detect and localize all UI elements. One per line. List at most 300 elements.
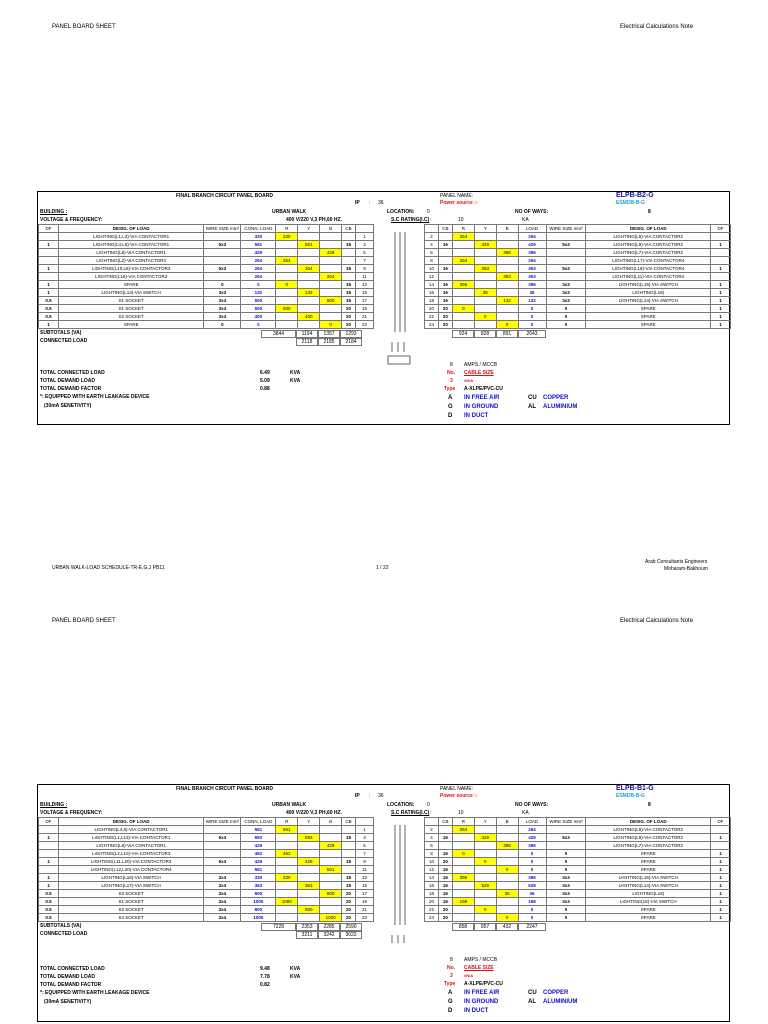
row-b: [320, 241, 342, 249]
row-circuit-number: 17: [356, 297, 374, 305]
row-load: 0: [518, 906, 546, 914]
legend-mm-2: #N/A: [464, 973, 474, 978]
legend-g: G: [448, 404, 453, 410]
row-wire: 3x4: [204, 305, 241, 313]
col-cb-2: CB: [342, 818, 356, 826]
row-df: 1: [39, 874, 59, 882]
row-desig: S1 SOCKET: [58, 305, 204, 313]
header-left: PANEL BOARD SHEET: [52, 24, 116, 30]
row-r: [276, 249, 298, 257]
header-left-2: PANEL BOARD SHEET: [52, 618, 116, 624]
row-wire: 3x3: [546, 890, 586, 898]
row-r: [452, 914, 474, 922]
row-load: 132: [518, 297, 546, 305]
row-df: 1: [39, 289, 59, 297]
row-y: 429: [474, 834, 496, 842]
row-desig: LIGHTING(L15)-VIA SWITCH: [586, 874, 711, 882]
row-desig: LIGHTING(L4,L5)-VIA CONTACTOR1: [58, 241, 204, 249]
ip-value-2: 36: [378, 793, 384, 799]
row-y: [298, 866, 320, 874]
row-y: [474, 898, 496, 906]
table-row: [39, 297, 374, 305]
table-row: [425, 265, 731, 273]
row-r: [276, 241, 298, 249]
row-df: [39, 866, 59, 874]
row-cb: [438, 826, 452, 834]
row-y: [474, 866, 496, 874]
row-circuit-number: 13: [356, 281, 374, 289]
legend-a-txt: IN FREE AIR: [464, 395, 500, 401]
row-circuit-number: 1: [356, 826, 374, 834]
busbar-diagram-1: [376, 232, 424, 402]
table-row: [39, 874, 374, 882]
total-connected-label-2: TOTAL CONNECTED LOAD: [40, 966, 105, 972]
subtotal-r-2: 2353: [296, 923, 318, 931]
row-circuit-number: 16: [425, 289, 439, 297]
row-cb: 16: [438, 834, 452, 842]
row-conn: 330: [241, 874, 276, 882]
row-df: 1: [711, 882, 731, 890]
row-r: [276, 834, 298, 842]
row-wire: 0: [204, 281, 241, 289]
row-wire: [546, 257, 586, 265]
left-rows-2: [39, 826, 374, 922]
row-wire: 3x3: [204, 874, 241, 882]
row-conn: 264: [241, 273, 276, 281]
row-df: [711, 273, 731, 281]
row-circuit-number: 5: [356, 249, 374, 257]
row-cb: 16: [342, 297, 356, 305]
row-cb: [342, 257, 356, 265]
row-y: [298, 826, 320, 834]
row-df: [39, 233, 59, 241]
row-r: 264: [452, 233, 474, 241]
row-circuit-number: 2: [425, 233, 439, 241]
row-circuit-number: 11: [356, 866, 374, 874]
kva-3: KVA: [290, 966, 301, 972]
row-y: 363: [298, 882, 320, 890]
row-wire: [546, 842, 586, 850]
right-rows: [425, 233, 731, 329]
panel-name-2: ELPB-B1-G: [616, 785, 654, 792]
row-load: 36: [518, 890, 546, 898]
row-circuit-number: 9: [356, 858, 374, 866]
table-row: [39, 321, 374, 329]
row-desig: LIGHTING(L11)-VIA CONTACTOR4: [586, 273, 711, 281]
row-df: 1: [711, 858, 731, 866]
row-circuit-number: 22: [425, 313, 439, 321]
row-cb: [342, 273, 356, 281]
row-load: 396: [518, 874, 546, 882]
row-y: 693: [298, 834, 320, 842]
row-b: [496, 313, 518, 321]
connected-r: 2118: [296, 338, 318, 346]
row-y: 528: [474, 882, 496, 890]
kva-4: KVA: [290, 974, 301, 980]
row-df: [39, 249, 59, 257]
left-rows: [39, 233, 374, 329]
total-connected: 6.49: [260, 370, 270, 376]
row-b: [496, 289, 518, 297]
row-y: [298, 233, 320, 241]
row-wire: 0: [546, 313, 586, 321]
row-wire: 0: [546, 858, 586, 866]
sc-label-2: S.C RATING(I.C): [391, 810, 430, 816]
demand-factor-2: 0.82: [260, 982, 270, 988]
sc-value-2: 10: [458, 810, 464, 816]
elcb-sens: (30mA SENETIVITY): [44, 403, 92, 409]
row-desig: SPARE: [586, 866, 711, 874]
power-source-label-2: Power source :-: [440, 793, 478, 799]
row-wire: 0: [546, 866, 586, 874]
power-source: ESMDB-B-G: [616, 200, 645, 206]
row-wire: [204, 257, 241, 265]
row-r: [276, 858, 298, 866]
row-y: 429: [298, 858, 320, 866]
table-row: [39, 313, 374, 321]
row-r: [276, 297, 298, 305]
row-r: 0: [276, 281, 298, 289]
table-row: [39, 305, 374, 313]
row-wire: 5x3: [546, 265, 586, 273]
location: 0: [427, 209, 430, 215]
row-desig: LIGHTING(L10,L6)-VIA CONTACTOR3: [58, 265, 204, 273]
row-cb: 16: [438, 882, 452, 890]
row-desig: SPARE: [586, 906, 711, 914]
total-demand-label: TOTAL DEMAND LOAD: [40, 378, 95, 384]
row-desig: SPARE: [586, 313, 711, 321]
location-label-2: LOCATION:: [387, 802, 415, 808]
row-y: [298, 257, 320, 265]
row-r: [276, 265, 298, 273]
row-circuit-number: 15: [356, 289, 374, 297]
row-desig: S2 SOCKET: [58, 313, 204, 321]
subtotal-right-b-2: 432: [496, 923, 518, 931]
row-desig: LIGHTING(19)-VIA SWITCH: [586, 898, 711, 906]
row-df: 1: [711, 890, 731, 898]
row-r: [452, 866, 474, 874]
row-y: 429: [474, 241, 496, 249]
row-b: 0: [496, 321, 518, 329]
row-y: [474, 826, 496, 834]
row-desig: LIGHTING(L8)-VIA CONTACTOR1: [58, 842, 203, 850]
row-cb: 20: [342, 321, 356, 329]
table-row: [39, 289, 374, 297]
row-r: [452, 249, 474, 257]
row-load: 396: [518, 249, 546, 257]
row-df: [711, 826, 731, 834]
row-circuit-number: 22: [425, 906, 439, 914]
legend-al-txt-2: ALUMINIUM: [543, 999, 578, 1005]
row-y: [474, 890, 496, 898]
row-circuit-number: 6: [425, 842, 439, 850]
row-wire: 3x3: [546, 874, 586, 882]
row-conn: 561: [241, 241, 276, 249]
row-r: [452, 313, 474, 321]
row-desig: SPARE: [58, 321, 204, 329]
row-b: [496, 882, 518, 890]
row-load: 36: [518, 289, 546, 297]
row-desig: LIGHTING(L11,L20)-VIA CONTACTOR3: [58, 858, 203, 866]
table-row: [425, 898, 731, 906]
row-cb: 16: [438, 898, 452, 906]
row-circuit-number: 20: [425, 305, 439, 313]
row-r: 462: [276, 850, 298, 858]
row-conn: 0: [241, 281, 276, 289]
row-conn: 462: [241, 850, 276, 858]
table-row: [425, 890, 731, 898]
legend-al-txt: ALUMINIUM: [543, 404, 578, 410]
legend-d-txt: IN DUCT: [464, 413, 489, 419]
row-desig: LIGHTING(L8)-VIA CONTACTOR1: [58, 249, 204, 257]
voltage: 400 V/220 V,3 PH,60 HZ.: [286, 217, 342, 223]
row-df: 1: [711, 313, 731, 321]
row-y: [298, 914, 320, 922]
panel-title: FINAL BRANCH CIRCUIT PANEL BOARD: [176, 193, 273, 199]
row-circuit-number: 1: [356, 233, 374, 241]
subtotal-left: [261, 330, 362, 338]
row-r: [276, 289, 298, 297]
row-b: [320, 826, 342, 834]
row-conn: 561: [241, 866, 276, 874]
sc-unit-2: KA: [522, 810, 529, 816]
row-r: 0: [452, 305, 474, 313]
row-load: 264: [518, 233, 546, 241]
panel-board-2: FINAL BRANCH CIRCUIT PANEL BOARD PANEL NAME: ELPB-B1-G IP : 36 Power source :- ESMDB-B-G BUILDING : URBAN WALK LOCATION: 0 NO OF WAYS: 8 VOLTAGE & FREQUENCY: 400 V/220 V,3 PH,60 HZ. S.C RATING(I.C) : 10 KA DF DESIG. OF LOAD WIRE SIZE mm² CONN. LOAD R Y B CB LIGHTING(L4,5)-VIA CONTACTOR1 561 561 1 1 LIGHTING(L1,L13)-VIA CONTACTOR1 5x3 693 693 16 3 LIGHTING(L8)-VIA CONTACTOR1 429 429 5 LIGHTING(L2,L10)-VIA CONTACTOR3 462 462 7 1 LIGHTING(L11,L20)-VIA CONTACTOR3 5x3 429 429 16 9 LIGHTING(L12,L20)-VIA CONTACTOR4 561 561 11 1 LIGHTING(L16)-VIA SWITCH 3x3 330 330 16 13 1 LIGHTING(L17)-VIA SWITCH 3x3 363 363 16 15 0.5 S3 SOCKET 3x4 600 600 20 17 0.5 S1 SOCKET 3x4 1000 1000 20 19 0.5 S2 SOCKET 3x4 800 800 20 21 0.5 S4 SOCKET 3x4 1000 1000 20 23 CB R Y B LOAD WIRE SIZE mm² DESIG. OF LOAD DF 2 264 264 LIGHTING(L6)-VIA CONTACTOR2 4 16 429 429 5x3 LIGHTING(L9)-VIA CONTACTOR2 1 6 396 396 LIGHTING(L7)-VIA CONTACTOR2 8 16 0 0 0 SPARE 1 10 20 0 0 0 SPARE 1 12 16 0 0 0 SPARE 1 14 16 396 396 3x3 LIGHTING(L15)-VIA SWITCH 1 16 16 528 528 3x3 LIGHTING(L14)-VIA SWITCH 1 18 16 36 36 3x3 LIGHTING(L18) 1 20 16 198 198 3x3 LIGHTING(19)-VIA SWITCH 1 22 20 0 0 0 SPARE 1 24 20 0 0 0 SPARE 1 SUBTOTALS (VA) 7228 2353 2285 2590 858 957 432 2247 CONNECTED LOAD 3211 3242 3022 TOTAL CONNECTED LOAD 9.48 KVA TOTAL DEMAND LOAD 7.78 KVA TOTAL DEMAND FACTOR 0.82 *: EQUIPPED WITH EARTH LEAKAGE DEVICE (30mA SENETIVITY) 8 AMPS / MCCB No. CABLE SIZE 3 #N/A Type A-XLPE/PVC-CU A IN FREE AIR CU COPPER G IN GROUND AL ALUMINIUM D IN DUCT: [37, 784, 730, 1022]
row-desig: LIGHTING(L18)-VIA CONTACTOR4: [586, 265, 711, 273]
row-df: 0.5: [39, 305, 59, 313]
subtotal-b-2: 2590: [340, 923, 362, 931]
row-r: 264: [452, 257, 474, 265]
row-r: [452, 297, 474, 305]
row-load: 0: [518, 321, 546, 329]
row-cb: 16: [342, 874, 356, 882]
row-r: [276, 914, 298, 922]
row-desig: LIGHTING(L6)-VIA CONTACTOR2: [586, 233, 711, 241]
row-load: 528: [518, 882, 546, 890]
subtotal-right: [452, 330, 546, 338]
row-cb: 16: [342, 265, 356, 273]
row-r: 330: [276, 874, 298, 882]
row-conn: 800: [241, 906, 276, 914]
row-desig: LIGHTING(L2)-VIA CONTACTOR3: [58, 257, 204, 265]
subtotal-right-y: 828: [474, 330, 496, 338]
subtotal-conn: 3844: [261, 330, 296, 338]
row-desig: LIGHTING(L9)-VIA CONTACTOR2: [586, 241, 711, 249]
row-circuit-number: 21: [356, 313, 374, 321]
row-wire: [204, 850, 241, 858]
subtotal-right-y-2: 957: [474, 923, 496, 931]
col-y-2: Y: [298, 818, 320, 826]
sc-label: S.C RATING(I.C): [391, 217, 430, 223]
connected-label: CONNECTED LOAD: [40, 338, 88, 344]
row-circuit-number: 7: [356, 257, 374, 265]
demand-factor: 0.88: [260, 386, 270, 392]
row-circuit-number: 8: [425, 850, 439, 858]
connected-values-2: [296, 931, 362, 939]
row-cb: 20: [438, 321, 452, 329]
legend-a: A: [448, 395, 453, 401]
row-wire: 3x4: [204, 297, 241, 305]
subtotal-r: 1194: [296, 330, 318, 338]
footer-right-2: Moharam-Bakhoum: [664, 566, 708, 572]
subtotal-right-r-2: 858: [452, 923, 474, 931]
row-cb: 20: [342, 898, 356, 906]
row-b: 36: [496, 890, 518, 898]
subtotal-right-2: [452, 923, 546, 931]
row-y: 363: [474, 265, 496, 273]
row-desig: LIGHTING(L17)-VIA SWITCH: [58, 882, 203, 890]
row-cb: [342, 233, 356, 241]
legend-al-2: AL: [528, 999, 536, 1005]
voltage-2: 400 V/220 V,3 PH,60 HZ.: [286, 810, 342, 816]
row-cb: 16: [438, 866, 452, 874]
row-df: 1: [711, 321, 731, 329]
table-row: [425, 850, 731, 858]
col-r: R: [276, 225, 298, 233]
table-row: [39, 842, 374, 850]
row-wire: [546, 249, 586, 257]
row-conn: 693: [241, 834, 276, 842]
row-desig: LIGHTING(L16)-VIA SWITCH: [58, 874, 203, 882]
row-desig: SPARE: [586, 305, 711, 313]
table-row: [39, 906, 374, 914]
row-r: 198: [452, 898, 474, 906]
row-desig: LIGHTING(L14)-VIA SWITCH: [586, 882, 711, 890]
col-cb: CB: [342, 225, 356, 233]
row-y: 0: [474, 906, 496, 914]
row-circuit-number: 8: [425, 257, 439, 265]
row-circuit-number: 16: [425, 882, 439, 890]
row-desig: LIGHTING(L15)-VIA SWITCH: [586, 281, 711, 289]
row-circuit-number: 18: [425, 890, 439, 898]
row-b: [496, 281, 518, 289]
row-df: 1: [39, 834, 59, 842]
row-y: [298, 874, 320, 882]
row-b: [496, 233, 518, 241]
row-y: [298, 898, 320, 906]
row-wire: 3x3: [546, 281, 586, 289]
legend-d-txt-2: IN DUCT: [464, 1008, 489, 1014]
row-y: 132: [298, 289, 320, 297]
row-load: 363: [518, 273, 546, 281]
table-row: [39, 898, 374, 906]
row-desig: LIGHTING(L9)-VIA CONTACTOR2: [586, 834, 711, 842]
row-r: [276, 313, 298, 321]
row-conn: 132: [241, 289, 276, 297]
row-b: [320, 313, 342, 321]
ip-label: IP: [355, 200, 360, 206]
row-desig: S3 SOCKET: [58, 890, 203, 898]
table-row: [425, 305, 731, 313]
ip-label-2: IP: [355, 793, 360, 799]
row-wire: [204, 842, 241, 850]
row-r: 396: [452, 874, 474, 882]
legend-d-2: D: [448, 1008, 453, 1014]
table-row: [425, 834, 731, 842]
row-desig: S1 SOCKET: [58, 898, 203, 906]
row-b: [496, 241, 518, 249]
row-wire: 3x3: [546, 898, 586, 906]
row-r: [276, 321, 298, 329]
legend-cu: CU: [528, 395, 537, 401]
row-wire: 0: [546, 321, 586, 329]
row-circuit-number: 19: [356, 305, 374, 313]
row-load: 264: [518, 257, 546, 265]
row-b: [320, 281, 342, 289]
connected-b: 2184: [340, 338, 362, 346]
table-row: [39, 882, 374, 890]
subtotal-right-load: 2643: [518, 330, 546, 338]
table-row: [39, 265, 374, 273]
row-df: 0.5: [39, 297, 59, 305]
row-b: 363: [496, 273, 518, 281]
row-wire: [204, 826, 241, 834]
row-df: 0.5: [39, 890, 59, 898]
row-y: [474, 257, 496, 265]
row-conn: 600: [241, 305, 276, 313]
row-conn: 264: [241, 257, 276, 265]
left-circuit-table: [38, 224, 374, 329]
row-r: [452, 273, 474, 281]
kva-2: KVA: [290, 378, 301, 384]
row-wire: 5x3: [204, 265, 241, 273]
row-wire: [546, 273, 586, 281]
legend-al: AL: [528, 404, 536, 410]
subtotal-right-load-2: 2247: [518, 923, 546, 931]
row-wire: 3x3: [546, 289, 586, 297]
ways-label: NO OF WAYS:: [515, 209, 549, 215]
table-row: [39, 890, 374, 898]
table-row: [39, 914, 374, 922]
table-row: [39, 850, 374, 858]
row-df: 1: [711, 866, 731, 874]
row-cb: 20: [438, 906, 452, 914]
legend-cable: CABLE SIZE: [464, 370, 494, 376]
right-circuit-table: [424, 224, 731, 329]
table-row: [425, 866, 731, 874]
row-y: 264: [298, 265, 320, 273]
table-row: [425, 289, 731, 297]
row-df: 1: [711, 906, 731, 914]
row-r: [452, 890, 474, 898]
row-r: [452, 858, 474, 866]
sc-value: 10: [458, 217, 464, 223]
row-df: 0.5: [39, 898, 59, 906]
row-circuit-number: 6: [425, 249, 439, 257]
row-df: 0.5: [39, 313, 59, 321]
row-y: [298, 850, 320, 858]
row-load: 0: [518, 850, 546, 858]
legend-d: D: [448, 413, 453, 419]
row-y: [474, 305, 496, 313]
row-cb: 16: [342, 281, 356, 289]
row-r: 264: [452, 826, 474, 834]
row-y: [474, 914, 496, 922]
subtotal-label-2: SUBTOTALS (VA): [40, 923, 82, 929]
row-b: [320, 265, 342, 273]
col-cb-right: CB: [438, 225, 452, 233]
row-r: 0: [452, 850, 474, 858]
table-row: [425, 313, 731, 321]
row-cb: [342, 826, 356, 834]
legend-cu-txt-2: COPPER: [543, 990, 569, 996]
row-load: 264: [518, 826, 546, 834]
col-load-right-2: LOAD: [518, 818, 546, 826]
row-circuit-number: 24: [425, 321, 439, 329]
row-load: 0: [518, 313, 546, 321]
row-b: 600: [320, 890, 342, 898]
